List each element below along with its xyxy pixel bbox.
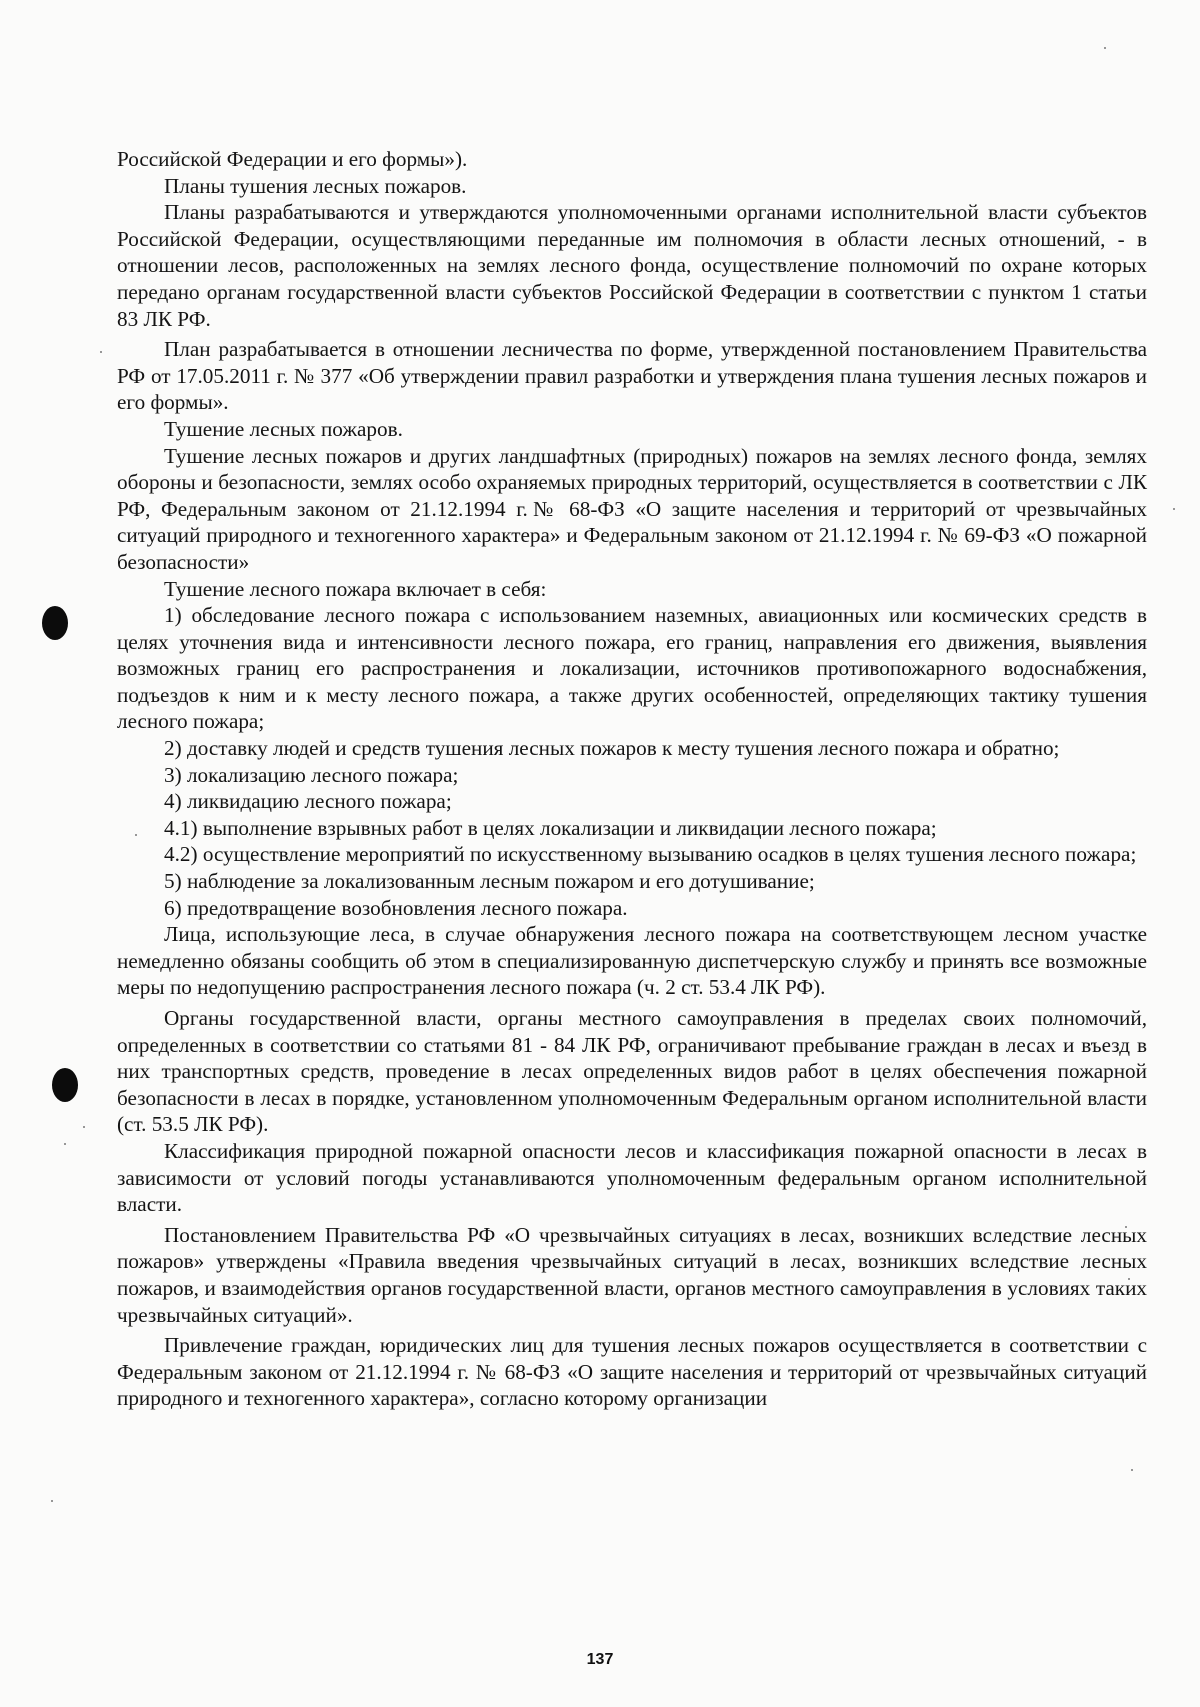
paragraph: 2) доставку людей и средств тушения лесных пожаров к месту тушения лесного пожара и обратно;: [164, 736, 1060, 761]
scan-speck: [1104, 47, 1106, 49]
paragraph: Классификация природной пожарной опасности лесов и классификация пожарной опасности в лесах в зависимости от условий погоды устанавливаются уполномоченным федеральным органом исполнительной власти.: [117, 1138, 1147, 1217]
punch-hole: [52, 1068, 78, 1102]
paragraph: Тушение лесных пожаров.: [164, 416, 403, 441]
scan-speck: [51, 1500, 53, 1502]
paragraph: Тушение лесных пожаров и других ландшафтных (природных) пожаров на землях лесного фонда, землях обороны и безопасности, землях особо охраняемых природных территорий, осуществляется в соответствии с ЛК РФ, Федеральным законом от 21.12.1994 г.№ 68-ФЗ «О защите населения и территорий от чрезвычайных ситуаций природного и техногенного характера» и Федеральным законом от 21.12.1994 г. № 69-ФЗ «О пожарной безопасности»: [117, 443, 1147, 574]
scan-speck: [1131, 1469, 1133, 1471]
paragraph: Тушение лесного пожара включает в себя:: [164, 576, 547, 601]
paragraph: План разрабатывается в отношении лесничества по форме, утвержденной постановлением Правительства РФ от 17.05.2011 г. № 377 «Об утверждении правил разработки и утверждения плана тушения лесных пожаров и его формы».: [117, 337, 1147, 415]
punch-hole: [42, 606, 68, 640]
body-text: [117, 146, 1147, 1412]
paragraph: 1) обследование лесного пожара с использованием наземных, авиационных или космических средств в целях уточнения вида и интенсивности лесного пожара, его границ, направления его движения, выявления возможных границ его распространения и локализации, источников противопожарного водоснабжения, подъездов к ним и к месту лесного пожара, а также других особенностей, определяющих тактику тушения лесного пожара;: [117, 603, 1147, 734]
scan-speck: [83, 1126, 85, 1128]
page-number: 137: [586, 1651, 614, 1668]
paragraph: 6) предотвращение возобновления лесного пожара.: [164, 895, 628, 920]
paragraph: 4.1) выполнение взрывных работ в целях локализации и ликвидации лесного пожара;: [164, 815, 937, 840]
paragraph: Лица, использующие леса, в случае обнаружения лесного пожара на соответствующем лесном участке немедленно обязаны сообщить об этом в специализированную диспетчерскую службу и принять все возможные меры по недопущению распространения лесного пожара (ч. 2 ст. 53.4 ЛК РФ).: [117, 922, 1147, 1000]
paragraph: 5) наблюдение за локализованным лесным пожаром и его дотушивание;: [164, 869, 815, 894]
paragraph: Планы тушения лесных пожаров.: [164, 173, 467, 198]
scan-speck: [64, 1143, 66, 1145]
paragraph: Российской Федерации и его формы»).: [117, 147, 468, 171]
paragraph: Органы государственной власти, органы местного самоуправления в пределах своих полномочий, определенных в соответствии со статьями 81 - 84 ЛК РФ, ограничивают пребывание граждан в лесах и въезд в них транспортных средств, проведение в лесах определенных видов работ в целях обеспечения пожарной безопасности в лесах в порядке, установленном уполномоченным Федеральным органом исполнительной власти (ст. 53.5 ЛК РФ).: [117, 1006, 1147, 1137]
scan-speck: [100, 351, 102, 353]
paragraph: Постановлением Правительства РФ «О чрезвычайных ситуациях в лесах, возникших вследствие лесных пожаров» утверждены «Правила введения чрезвычайных ситуаций в лесах, возникших вследствие лесных пожаров, и взаимодействия органов государственной власти, органов местного самоуправления в условиях таких чрезвычайных ситуаций».: [117, 1222, 1147, 1327]
paragraph: 4) ликвидацию лесного пожара;: [164, 789, 452, 814]
scan-speck: [1173, 508, 1175, 510]
paragraph: Планы разрабатываются и утверждаются уполномоченными органами исполнительной власти субъектов Российской Федерации, осуществляющими переданные им полномочия в области лесных отношений, - в отношении лесов, расположенных на землях лесного фонда, осуществление полномочий по охране которых передано органам государственной власти субъектов Российской Федерации в соответствии с пунктом 1 статьи 83 ЛК РФ.: [117, 200, 1147, 331]
paragraph: 4.2) осуществление мероприятий по искусственному вызыванию осадков в целях тушения лесного пожара;: [164, 842, 1137, 867]
paragraph: Привлечение граждан, юридических лиц для тушения лесных пожаров осуществляется в соответствии с Федеральным законом от 21.12.1994 г. № 68-ФЗ «О защите населения и территорий от чрезвычайных ситуаций природного и техногенного характера», согласно которому организации: [117, 1333, 1147, 1411]
paragraph: 3) локализацию лесного пожара;: [164, 762, 459, 787]
